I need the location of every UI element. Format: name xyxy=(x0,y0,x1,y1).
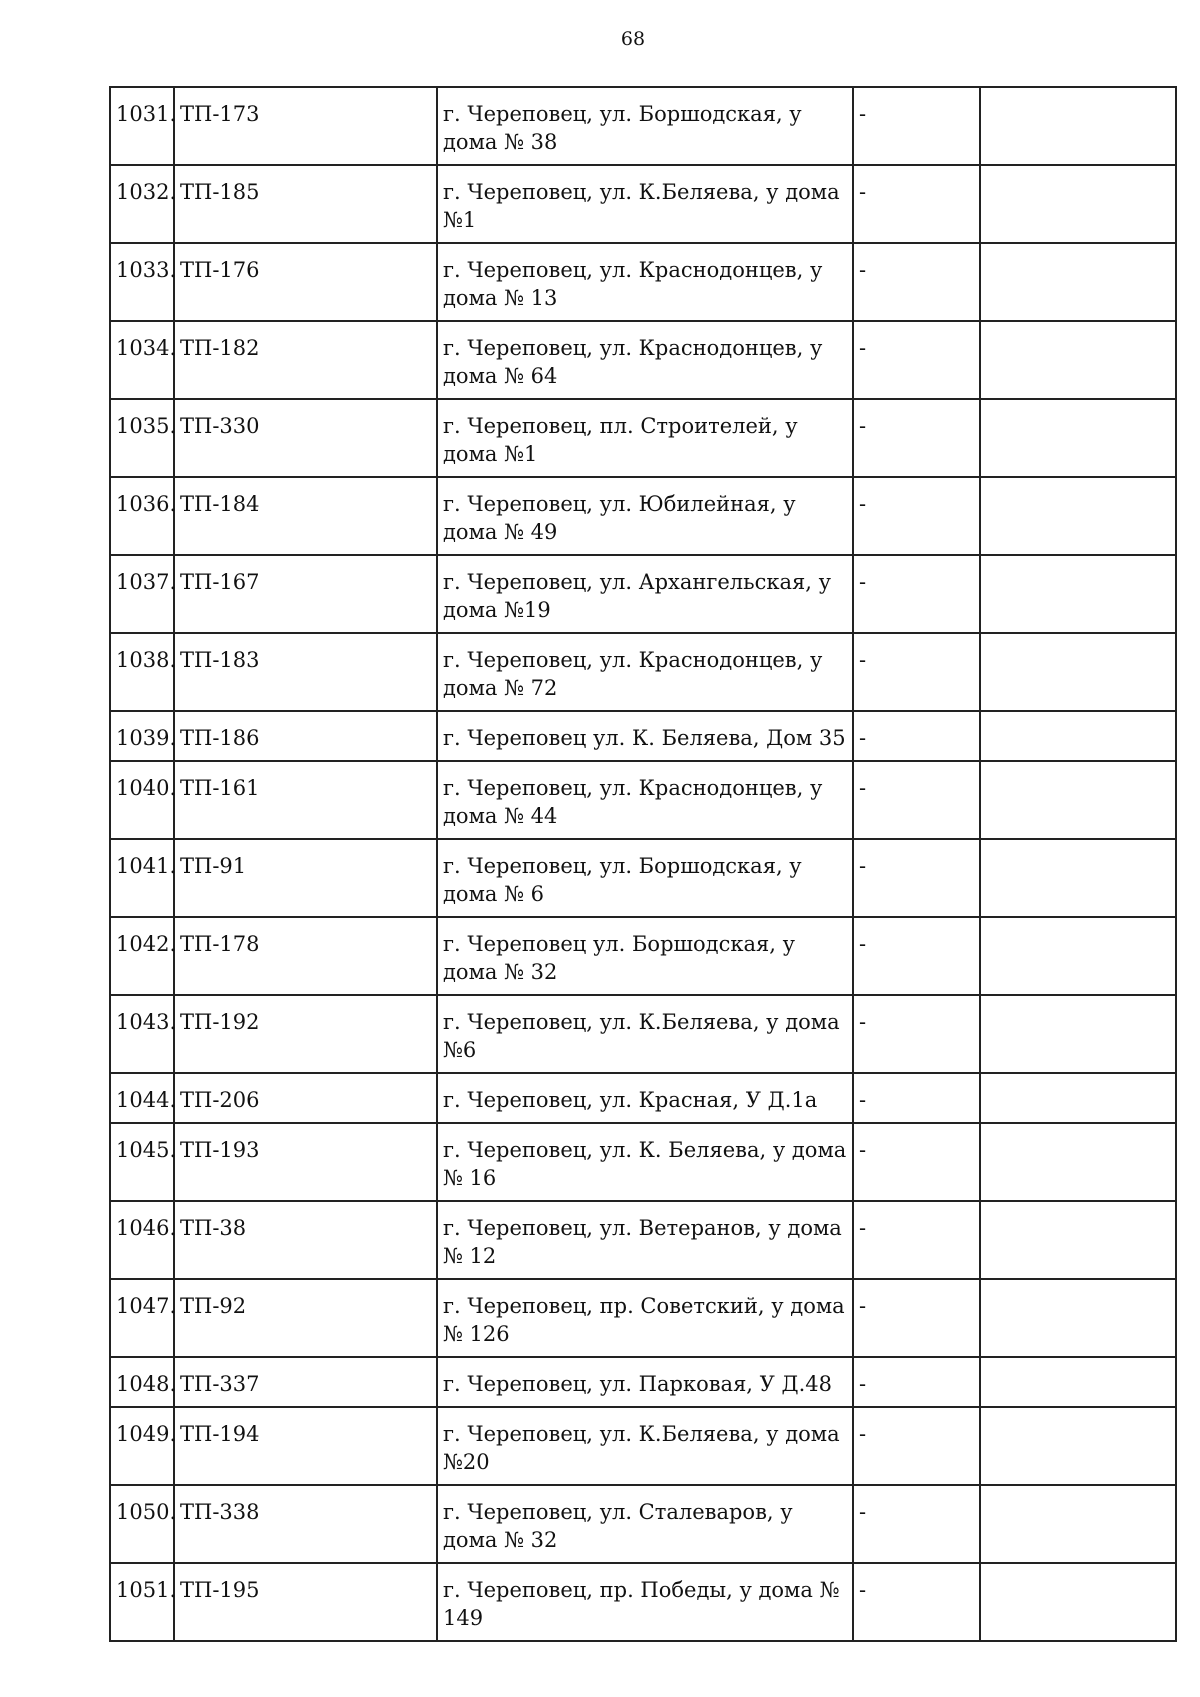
empty-cell xyxy=(980,243,1176,321)
note-cell: - xyxy=(853,839,980,917)
table-row xyxy=(110,1563,1176,1641)
row-number-cell: 1032. xyxy=(110,165,174,243)
table-row xyxy=(110,399,1176,477)
address-cell: г. Череповец, ул. К.Беляева, у дома №1 xyxy=(437,165,853,243)
table-row xyxy=(110,633,1176,711)
row-number-cell: 1041. xyxy=(110,839,174,917)
table-row xyxy=(110,243,1176,321)
empty-cell xyxy=(980,1123,1176,1201)
empty-cell xyxy=(980,1357,1176,1407)
empty-cell xyxy=(980,761,1176,839)
note-cell: - xyxy=(853,995,980,1073)
substation-code-cell: ТП-337 xyxy=(174,1357,437,1407)
row-number-cell: 1051. xyxy=(110,1563,174,1641)
substation-code-cell: ТП-38 xyxy=(174,1201,437,1279)
empty-cell xyxy=(980,87,1176,165)
substation-code-cell: ТП-91 xyxy=(174,839,437,917)
empty-cell xyxy=(980,917,1176,995)
row-number-cell: 1038. xyxy=(110,633,174,711)
empty-cell xyxy=(980,633,1176,711)
address-cell: г. Череповец, ул. Боршодская, у дома № 6 xyxy=(437,839,853,917)
address-cell: г. Череповец, ул. Ветеранов, у дома № 12 xyxy=(437,1201,853,1279)
table-row xyxy=(110,1407,1176,1485)
table-row xyxy=(110,555,1176,633)
row-number-cell: 1031. xyxy=(110,87,174,165)
empty-cell xyxy=(980,1279,1176,1357)
empty-cell xyxy=(980,1563,1176,1641)
address-cell: г. Череповец, пр. Советский, у дома № 126 xyxy=(437,1279,853,1357)
table-row xyxy=(110,165,1176,243)
table-row xyxy=(110,477,1176,555)
row-number-cell: 1043. xyxy=(110,995,174,1073)
note-cell: - xyxy=(853,711,980,761)
empty-cell xyxy=(980,399,1176,477)
table-row xyxy=(110,1123,1176,1201)
empty-cell xyxy=(980,165,1176,243)
row-number-cell: 1042. xyxy=(110,917,174,995)
empty-cell xyxy=(980,1201,1176,1279)
table-row xyxy=(110,87,1176,165)
substation-table xyxy=(109,86,1177,1642)
address-cell: г. Череповец, пл. Строителей, у дома №1 xyxy=(437,399,853,477)
note-cell: - xyxy=(853,917,980,995)
row-number-cell: 1044. xyxy=(110,1073,174,1123)
row-number-cell: 1033. xyxy=(110,243,174,321)
note-cell: - xyxy=(853,87,980,165)
address-cell: г. Череповец ул. К. Беляева, Дом 35 xyxy=(437,711,853,761)
address-cell: г. Череповец, ул. Краснодонцев, у дома № 72 xyxy=(437,633,853,711)
row-number-cell: 1047. xyxy=(110,1279,174,1357)
note-cell: - xyxy=(853,1357,980,1407)
address-cell: г. Череповец, ул. Юбилейная, у дома № 49 xyxy=(437,477,853,555)
note-cell: - xyxy=(853,1563,980,1641)
substation-code-cell: ТП-338 xyxy=(174,1485,437,1563)
row-number-cell: 1034. xyxy=(110,321,174,399)
table-row xyxy=(110,1073,1176,1123)
row-number-cell: 1040. xyxy=(110,761,174,839)
address-cell: г. Череповец, ул. Краснодонцев, у дома № 13 xyxy=(437,243,853,321)
table-row xyxy=(110,321,1176,399)
empty-cell xyxy=(980,995,1176,1073)
address-cell: г. Череповец, ул. К. Беляева, у дома № 16 xyxy=(437,1123,853,1201)
substation-code-cell: ТП-206 xyxy=(174,1073,437,1123)
substation-code-cell: ТП-173 xyxy=(174,87,437,165)
address-cell: г. Череповец, ул. Сталеваров, у дома № 32 xyxy=(437,1485,853,1563)
note-cell: - xyxy=(853,633,980,711)
row-number-cell: 1049. xyxy=(110,1407,174,1485)
table-row xyxy=(110,1279,1176,1357)
note-cell: - xyxy=(853,1407,980,1485)
table-row xyxy=(110,839,1176,917)
row-number-cell: 1045. xyxy=(110,1123,174,1201)
table-body xyxy=(110,87,1176,1641)
address-cell: г. Череповец, ул. Красная, У Д.1а xyxy=(437,1073,853,1123)
substation-code-cell: ТП-92 xyxy=(174,1279,437,1357)
row-number-cell: 1035. xyxy=(110,399,174,477)
note-cell: - xyxy=(853,1073,980,1123)
note-cell: - xyxy=(853,761,980,839)
table-row xyxy=(110,917,1176,995)
note-cell: - xyxy=(853,243,980,321)
page-number: 68 xyxy=(620,28,646,50)
empty-cell xyxy=(980,1407,1176,1485)
address-cell: г. Череповец ул. Боршодская, у дома № 32 xyxy=(437,917,853,995)
note-cell: - xyxy=(853,1485,980,1563)
row-number-cell: 1048. xyxy=(110,1357,174,1407)
empty-cell xyxy=(980,1073,1176,1123)
address-cell: г. Череповец, ул. К.Беляева, у дома №20 xyxy=(437,1407,853,1485)
substation-code-cell: ТП-192 xyxy=(174,995,437,1073)
note-cell: - xyxy=(853,555,980,633)
substation-code-cell: ТП-185 xyxy=(174,165,437,243)
substation-code-cell: ТП-176 xyxy=(174,243,437,321)
address-cell: г. Череповец, ул. Краснодонцев, у дома № 44 xyxy=(437,761,853,839)
note-cell: - xyxy=(853,477,980,555)
empty-cell xyxy=(980,839,1176,917)
table-row xyxy=(110,761,1176,839)
table-row xyxy=(110,1357,1176,1407)
row-number-cell: 1046. xyxy=(110,1201,174,1279)
address-cell: г. Череповец, ул. Парковая, У Д.48 xyxy=(437,1357,853,1407)
table-row xyxy=(110,1201,1176,1279)
empty-cell xyxy=(980,1485,1176,1563)
empty-cell xyxy=(980,711,1176,761)
substation-code-cell: ТП-184 xyxy=(174,477,437,555)
substation-code-cell: ТП-194 xyxy=(174,1407,437,1485)
substation-code-cell: ТП-182 xyxy=(174,321,437,399)
address-cell: г. Череповец, ул. Краснодонцев, у дома № 64 xyxy=(437,321,853,399)
substation-code-cell: ТП-183 xyxy=(174,633,437,711)
note-cell: - xyxy=(853,321,980,399)
substation-code-cell: ТП-161 xyxy=(174,761,437,839)
address-cell: г. Череповец, пр. Победы, у дома № 149 xyxy=(437,1563,853,1641)
note-cell: - xyxy=(853,1123,980,1201)
row-number-cell: 1039. xyxy=(110,711,174,761)
substation-code-cell: ТП-195 xyxy=(174,1563,437,1641)
note-cell: - xyxy=(853,1201,980,1279)
table-row xyxy=(110,995,1176,1073)
table-row xyxy=(110,1485,1176,1563)
empty-cell xyxy=(980,477,1176,555)
substation-code-cell: ТП-330 xyxy=(174,399,437,477)
address-cell: г. Череповец, ул. Архангельская, у дома №19 xyxy=(437,555,853,633)
empty-cell xyxy=(980,321,1176,399)
table-row xyxy=(110,711,1176,761)
row-number-cell: 1050. xyxy=(110,1485,174,1563)
note-cell: - xyxy=(853,165,980,243)
substation-code-cell: ТП-178 xyxy=(174,917,437,995)
row-number-cell: 1037. xyxy=(110,555,174,633)
substation-code-cell: ТП-167 xyxy=(174,555,437,633)
address-cell: г. Череповец, ул. К.Беляева, у дома №6 xyxy=(437,995,853,1073)
row-number-cell: 1036. xyxy=(110,477,174,555)
note-cell: - xyxy=(853,399,980,477)
address-cell: г. Череповец, ул. Боршодская, у дома № 38 xyxy=(437,87,853,165)
empty-cell xyxy=(980,555,1176,633)
substation-code-cell: ТП-193 xyxy=(174,1123,437,1201)
substation-code-cell: ТП-186 xyxy=(174,711,437,761)
note-cell: - xyxy=(853,1279,980,1357)
